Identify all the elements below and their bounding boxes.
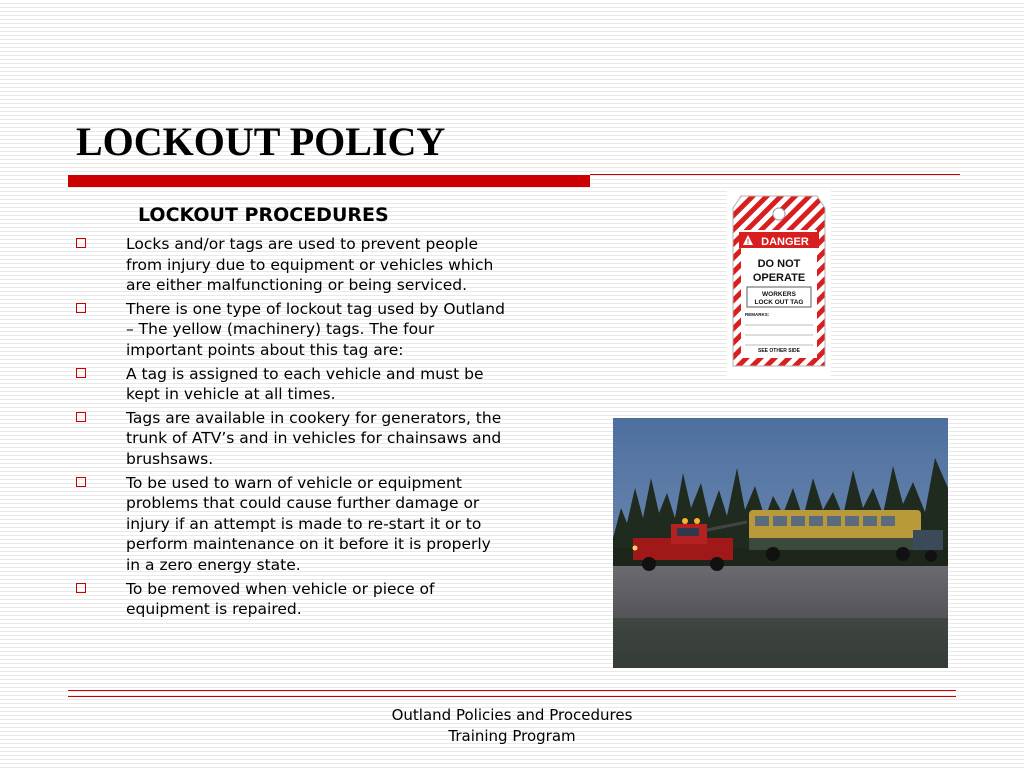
svg-text:!: ! [746,239,750,246]
tag-box-line-2: LOCK OUT TAG [754,299,804,306]
bullet-item [76,473,516,576]
footer-text [362,705,662,747]
danger-tag-graphic [727,190,831,378]
tow-truck-photo [613,418,948,668]
bullet-text: Tags are available in cookery for generators, the trunk of ATV’s and in vehicles for chainsaws and brushsaws. [126,408,502,468]
title-underline-line [590,174,960,175]
bullet-item [76,234,516,296]
bullet-square-icon [76,303,86,313]
tow-truck-photo-graphic [613,418,948,668]
title-underline-bar [68,175,590,187]
bullet-text: To be removed when vehicle or piece of equipment is repaired. [126,579,435,619]
footer-line-1: Outland Policies and Procedures [391,706,633,724]
bullet-square-icon [76,583,86,593]
tag-danger-text: DANGER [761,236,809,248]
bullet-text: A tag is assigned to each vehicle and must be kept in vehicle at all times. [126,364,484,404]
section-heading: LOCKOUT PROCEDURES [138,204,389,226]
tag-remarks: REMARKS: [745,312,770,317]
footer-divider-top [68,690,956,691]
footer-divider-bottom [68,696,956,697]
bullet-square-icon [76,238,86,248]
bullet-text: There is one type of lockout tag used by Outland – The yellow (machinery) tags. The four important points about this tag are: [126,299,505,359]
bullet-text: Locks and/or tags are used to prevent people from injury due to equipment or vehicles which are either malfunctioning or being serviced. [126,235,494,295]
bullet-square-icon [76,412,86,422]
bullet-text: To be used to warn of vehicle or equipment problems that could cause further damage or injury if an attempt is made to re-start it or to perform maintenance on it before it is properly in a zero energy state. [126,473,491,574]
bullet-square-icon [76,477,86,487]
danger-tag-image [727,190,831,378]
tag-line-2: OPERATE [752,272,806,284]
bullet-item [76,364,516,405]
bullet-item [76,299,516,361]
bullet-item [76,408,516,470]
bullet-item [76,579,516,620]
tag-box-line-1: WORKERS [762,291,796,298]
tag-line-1: DO NOT [757,258,801,270]
bullet-list [76,234,516,623]
bullet-square-icon [76,368,86,378]
slide-title: LOCKOUT POLICY [76,119,446,164]
footer-line-2: Training Program [448,727,576,745]
tag-see-other-side: SEE OTHER SIDE [758,348,800,354]
